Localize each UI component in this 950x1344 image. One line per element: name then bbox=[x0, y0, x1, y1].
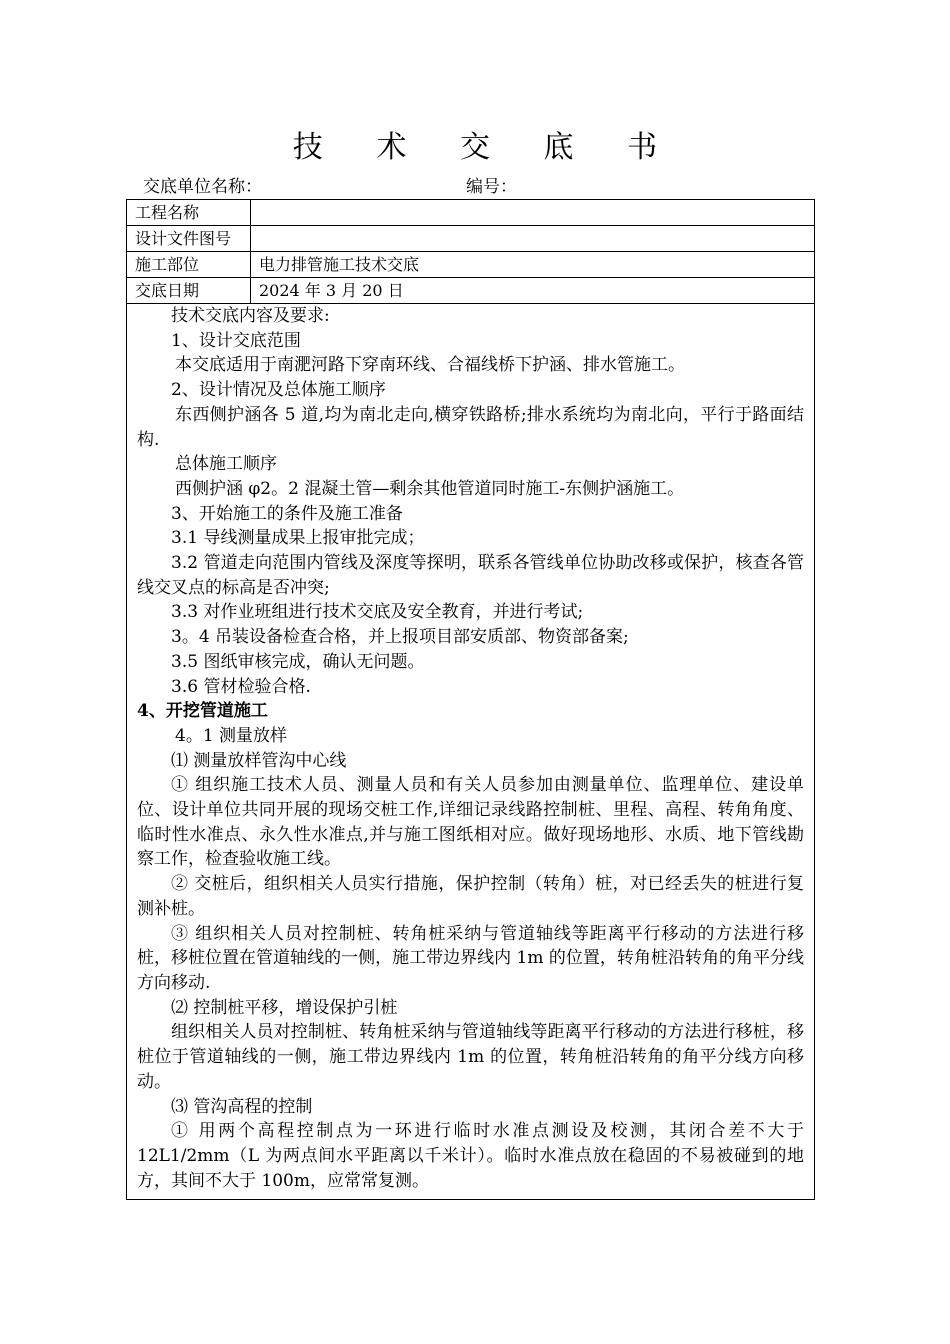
paragraph: 本交底适用于南淝河路下穿南环线、合福线桥下护涵、排水管施工。 bbox=[175, 355, 685, 376]
disclosure-date-value: 2024 年 3 月 20 日 bbox=[259, 281, 404, 300]
table-row bbox=[127, 278, 814, 304]
number-label: 编号： bbox=[466, 177, 517, 197]
subsection-heading: 总体施工顺序 bbox=[175, 454, 277, 475]
paragraph: ② 交桩后，组织相关人员实行措施，保护控制（转角）桩，对已经丢失的桩进行复测补桩。 bbox=[137, 874, 804, 919]
section-heading: 1、设计交底范围 bbox=[171, 330, 301, 351]
list-item: 3.5 图纸审核完成，确认无问题。 bbox=[171, 651, 425, 672]
list-item: 3.2 管道走向范围内管线及深度等探明，联系各管线单位协助改移或保护，核查各管线交叉点的标高是否冲突; bbox=[137, 553, 804, 598]
paragraph: ③ 组织相关人员对控制桩、转角桩采纳与管道轴线等距离平行移动的方法进行移桩，移桩位置在管道轴线的一侧，施工带边界线内 1m 的位置，转角桩沿转角的角平分线方向移动. bbox=[137, 923, 804, 993]
drawing-number-value bbox=[251, 226, 814, 251]
paragraph: ① 组织施工技术人员、测量人员和有关人员参加由测量单位、监理单位、建设单位、设计单位共同开展的现场交桩工作,详细记录线路控制桩、里程、高程、转角角度、临时性水准点、永久性水准点,并与施工图纸相对应。做好现场地形、水质、地下管线勘察工作，检查验收施工线。 bbox=[137, 775, 804, 870]
list-item: 3.3 对作业班组进行技术交底及安全教育，并进行考试; bbox=[171, 602, 584, 623]
content-heading: 技术交底内容及要求: bbox=[171, 306, 330, 326]
construction-part-label: 施工部位 bbox=[127, 252, 251, 277]
table-row bbox=[127, 226, 814, 252]
section-heading: 4、开挖管道施工 bbox=[137, 701, 268, 722]
paragraph: ① 用两个高程控制点为一环进行临时水准点测设及校测，其闭合差不大于 12L1/2mm（L 为两点间水平距离以千米计）。临时水准点放在稳固的不易被碰到的地方，其间不大于 100m，应常常复测。 bbox=[137, 1121, 804, 1191]
subsection-heading: ⑶ 管沟高程的控制 bbox=[171, 1096, 313, 1117]
drawing-number-label: 设计文件图号 bbox=[127, 226, 251, 251]
table-row bbox=[127, 252, 814, 278]
subsection-heading: ⑴ 测量放样管沟中心线 bbox=[171, 750, 347, 771]
construction-part-value: 电力排管施工技术交底 bbox=[259, 255, 420, 274]
unit-name-label: 交底单位名称： bbox=[143, 177, 262, 197]
list-item: 3.6 管材检验合格. bbox=[171, 676, 311, 697]
project-name-value bbox=[251, 200, 814, 225]
project-name-label: 工程名称 bbox=[127, 200, 251, 225]
section-heading: 3、开始施工的条件及施工准备 bbox=[171, 503, 403, 524]
section-heading: 2、设计情况及总体施工顺序 bbox=[171, 380, 386, 401]
disclosure-content bbox=[137, 304, 804, 1193]
list-item: 3。4 吊装设备检查合格，并上报项目部安质部、物资部备案; bbox=[171, 627, 629, 648]
disclosure-date-label: 交底日期 bbox=[127, 278, 251, 303]
paragraph: 西侧护涵 φ2。2 混凝土管—剩余其他管道同时施工-东侧护涵施工。 bbox=[175, 478, 685, 499]
paragraph: 组织相关人员对控制桩、转角桩采纳与管道轴线等距离平行移动的方法进行移桩，移桩位于管道轴线的一侧，施工带边界线内 1m 的位置，转角桩沿转角的角平分线方向移动。 bbox=[137, 1022, 804, 1092]
subsection-heading: 4。1 测量放样 bbox=[175, 725, 288, 746]
table-row bbox=[127, 200, 814, 226]
list-item: 3.1 导线测量成果上报审批完成； bbox=[171, 528, 425, 549]
subsection-heading: ⑵ 控制桩平移，增设保护引桩 bbox=[171, 997, 398, 1018]
disclosure-table bbox=[126, 199, 815, 1200]
paragraph: 东西侧护涵各 5 道,均为南北走向,横穿铁路桥;排水系统均为南北向，平行于路面结构. bbox=[137, 404, 804, 450]
document-title: 技 术 交 底 书 bbox=[292, 130, 680, 165]
